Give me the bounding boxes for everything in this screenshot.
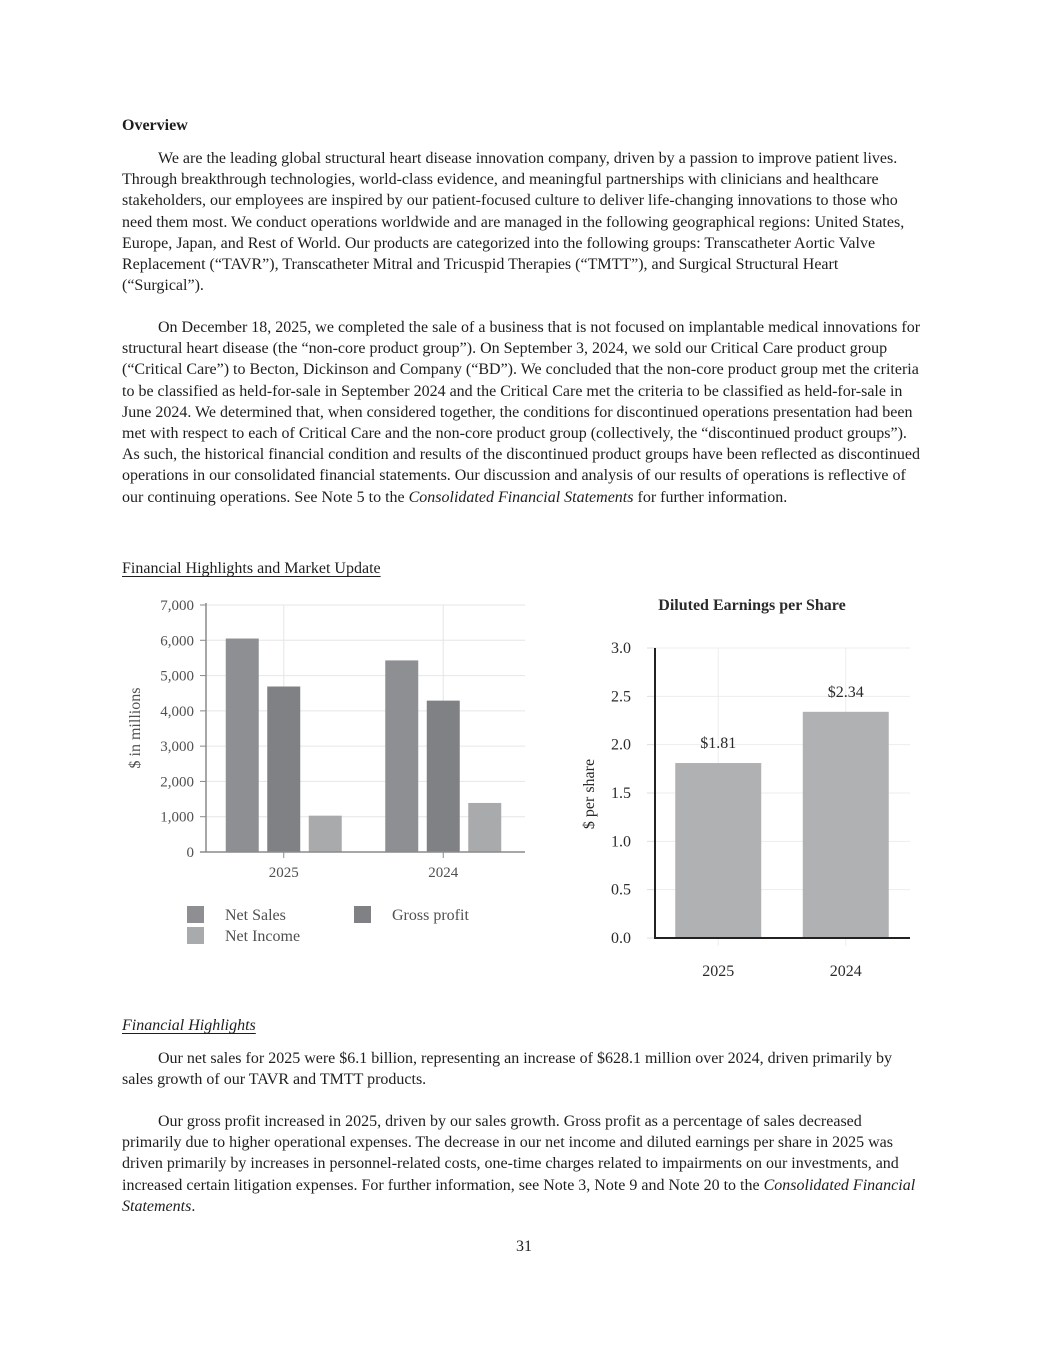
eps-bar-2024 (803, 712, 889, 938)
legend-swatch-net-sales (187, 906, 204, 923)
right-y-tick-label: 2.5 (611, 688, 631, 706)
right-y-tick-label: 1.5 (611, 785, 631, 802)
left-y-tick-label: 6,000 (160, 633, 194, 650)
bar-net-income-2025 (309, 816, 342, 852)
bar-net-income-2024 (468, 803, 501, 852)
legend-swatch-gross-profit (354, 906, 371, 923)
highlights-paragraph-1-text: Our net sales for 2025 were $6.1 billion, representing an increase of $628.1 million over 2024, driven primarily by sales growth of our TAVR and TMTT products. (122, 1050, 893, 1089)
bar-net-sales-2025 (226, 639, 259, 852)
right-y-tick-label: 3.0 (611, 640, 631, 657)
left-y-tick-label: 5,000 (160, 668, 194, 685)
bar-gross-profit-2024 (427, 701, 460, 852)
eps-bar-2025 (675, 763, 761, 938)
overview-paragraph-2-tail: for further information. (633, 488, 788, 506)
left-y-tick-label: 7,000 (160, 598, 194, 614)
right-y-tick-label: 0.5 (611, 881, 631, 899)
overview-paragraph-1-text: We are the leading global structural heart disease innovation company, driven by a passion to improve patient lives. Through breakthrough technologies, world-class evidence, and meaningful partnerships with clinicians and healthcare stakeholders, our employees are inspired by our patient-focused culture to deliver life-changing innovations to those who need them most. We conduct operations worldwide and are managed in the following geographical regions: United States, Europe, Japan, and Rest of World. Our products are categorized into the following groups: Transcatheter Aortic Valve Replacement (“TAVR”), Transcatheter Mitral and Tricuspid Therapies (“TMTT”), and Surgical Structural Heart (“Surgical”). (122, 150, 905, 295)
left-y-tick-label: 2,000 (160, 774, 194, 791)
highlights-paragraph-2-text: Our gross profit increased in 2025, driven by our sales growth. Gross profit as a percentage of sales decreased primarily due to higher operational expenses. The decrease in our net income and diluted earnings per share in 2025 was driven primarily by increases in personnel-related costs, one-time charges related to impairments on our investments, and increased certain litigation expenses. For further information, see Note 3, Note 9 and Note 20 to the (122, 1113, 899, 1194)
financial-highlights-title: Financial Highlights (122, 1017, 256, 1034)
left-y-tick-label: 1,000 (160, 809, 194, 826)
page-number: 31 (516, 1238, 532, 1255)
left-y-tick-label: 0 (186, 845, 194, 861)
left-x-tick-label: 2024 (428, 865, 459, 881)
section-title-financial-highlights-market-update: Financial Highlights and Market Update (122, 560, 381, 577)
overview-paragraph-2-text: On December 18, 2025, we completed the sale of a business that is not focused on implantable medical innovations for structural heart disease (the “non-core product group”). On September 3, 2024, we sold our Critical Care product group (“Critical Care”) to Becton, Dickinson and Company (“BD”). We concluded that the non-core product group met the criteria to be classified as held-for-sale in September 2024 and the Critical Care met the criteria to be classified as held-for-sale in June 2024. We determined that, when considered together, the conditions for discontinued operations presentation had been met with respect to each of Critical Care and the non-core product group (collectively, the “discontinued product groups”). As such, the historical financial condition and results of the discontinued product groups have been reflected as discontinued operations in our consolidated financial statements. Our discussion and analysis of our results of operations is reflective of our continuing operations. See Note 5 to the (122, 319, 921, 506)
left-y-tick-label: 4,000 (160, 703, 194, 720)
highlights-paragraph-2-tail: . (191, 1197, 196, 1215)
highlights-paragraph-2 (122, 1111, 922, 1217)
legend-swatch-net-income (187, 927, 204, 944)
bar-net-sales-2024 (385, 660, 418, 852)
eps-data-label-2024: $2.34 (827, 683, 864, 701)
legend-label-net-income: Net Income (225, 928, 301, 945)
left-y-tick-label: 3,000 (160, 739, 194, 756)
legend-label-gross-profit: Gross profit (392, 907, 469, 924)
right-y-tick-label: 0.0 (611, 930, 631, 947)
right-x-tick-label: 2024 (829, 963, 862, 980)
overview-heading: Overview (122, 117, 188, 134)
right-chart-title: Diluted Earnings per Share (658, 597, 846, 614)
bar-gross-profit-2025 (267, 687, 300, 852)
legend-label-net-sales: Net Sales (225, 907, 286, 924)
left-x-tick-label: 2025 (268, 865, 299, 881)
highlights-paragraph-1 (122, 1048, 922, 1090)
right-y-tick-label: 2.0 (611, 736, 631, 754)
consolidated-statements-reference-2: Consolidated Financial Statements (122, 1176, 916, 1215)
right-y-tick-label: 1.0 (611, 833, 631, 851)
consolidated-statements-reference: Consolidated Financial Statements (408, 488, 634, 506)
overview-paragraph-1 (122, 148, 922, 296)
right-chart-y-axis-label: $ per share (581, 758, 598, 830)
left-chart-y-axis-label: $ in millions (127, 687, 144, 769)
right-x-tick-label: 2025 (702, 963, 735, 980)
eps-data-label-2025: $1.81 (700, 735, 737, 753)
overview-paragraph-2 (122, 317, 922, 508)
